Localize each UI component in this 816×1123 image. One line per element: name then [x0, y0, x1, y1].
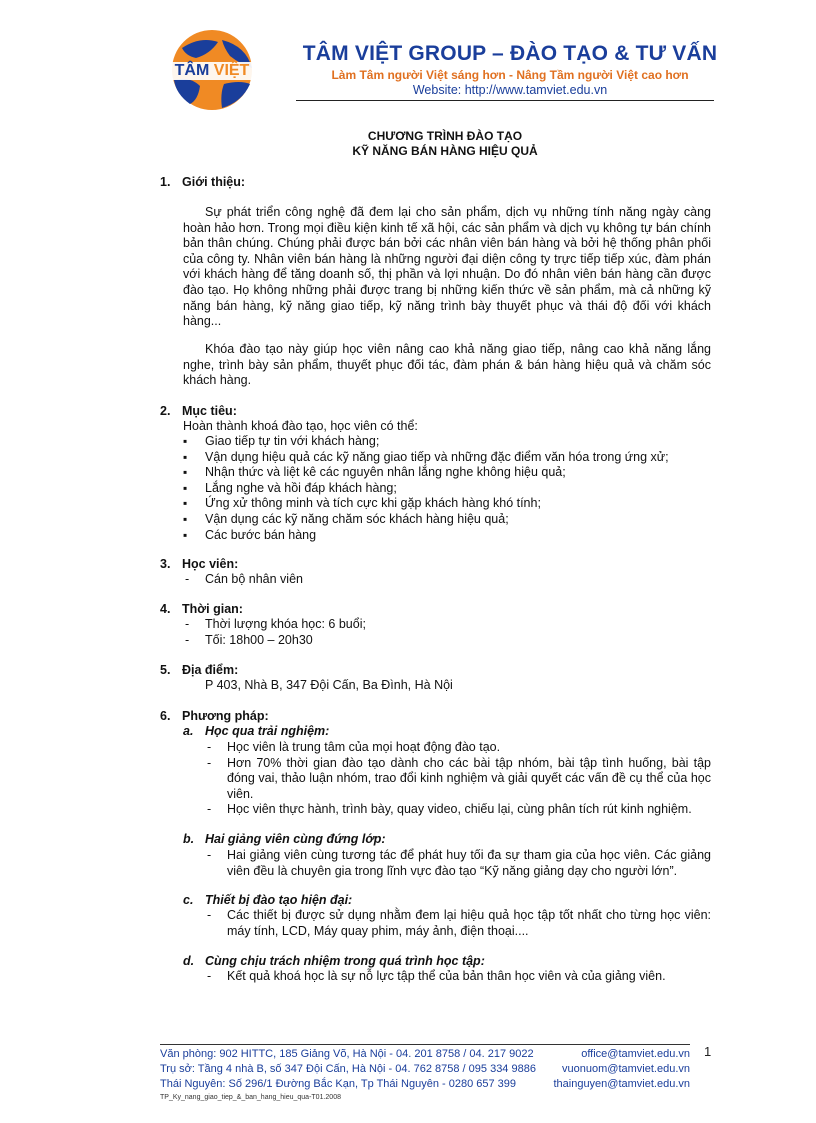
method-a-heading [183, 724, 329, 738]
section-title: Mục tiêu: [182, 404, 237, 418]
method-d-list [205, 969, 711, 985]
section-2-intro: Hoàn thành khoá đào tạo, học viên có thể: [183, 419, 418, 433]
section-title: Phương pháp: [182, 709, 269, 723]
section-title: Thời gian: [182, 602, 243, 616]
section-6-heading [160, 709, 269, 723]
section-title: Học viên: [182, 557, 239, 571]
brand-tagline: Làm Tâm người Việt sáng hơn - Nâng Tầm người Việt cao hơn [331, 68, 689, 82]
list-item: ▪ Các bước bán hàng [183, 528, 711, 544]
list-item: - Thời lượng khóa học: 6 buổi; [183, 617, 711, 633]
method-c-heading [183, 893, 352, 907]
method-title: Học qua trải nghiệm: [205, 724, 330, 738]
footer-email-link[interactable]: office@tamviet.edu.vn [581, 1048, 690, 1060]
section-1-paragraph-2 [183, 342, 711, 389]
method-letter: d. [183, 954, 195, 968]
list-item: ▪ Nhận thức và liệt kê các nguyên nhân lắng nghe không hiệu quả; [183, 465, 711, 481]
list-item: ▪ Ứng xử thông minh và tích cực khi gặp khách hàng khó tính; [183, 496, 711, 512]
list-item: ▪ Vận dụng hiệu quả các kỹ năng giao tiếp và những đặc điểm văn hóa trong ứng xử; [183, 450, 711, 466]
list-item: - Tối: 18h00 – 20h30 [183, 633, 711, 649]
method-d-heading [183, 954, 485, 968]
method-letter: b. [183, 832, 195, 846]
company-logo [160, 28, 264, 112]
method-title: Hai giảng viên cùng đứng lớp: [205, 832, 386, 846]
section-number: 6. [160, 709, 171, 723]
section-number: 1. [160, 175, 171, 189]
footer-email-link[interactable]: thainguyen@tamviet.edu.vn [553, 1078, 690, 1090]
doc-title-line1: CHƯƠNG TRÌNH ĐÀO TẠO [367, 129, 523, 143]
list-item: ▪ Lắng nghe và hồi đáp khách hàng; [183, 481, 711, 497]
list-item: - Học viên thực hành, trình bày, quay video, chiếu lại, cùng phân tích rút kinh nghiệm. [205, 802, 711, 818]
list-item: - Kết quả khoá học là sự nỗ lực tập thể của bản thân học viên và của giảng viên. [205, 969, 711, 985]
footer-office-line [160, 1048, 690, 1060]
section-2-heading [160, 404, 237, 418]
method-b-list [205, 848, 711, 879]
section-4-heading [160, 602, 243, 616]
participants-list [183, 572, 711, 588]
footer-address: Trụ sở: Tầng 4 nhà B, số 347 Đội Cấn, Hà Nội - 04. 762 8758 / 095 334 9886 [160, 1063, 536, 1075]
list-item: - Hai giảng viên cùng tương tác để phát huy tối đa sự tham gia của học viên. Các giảng viên đều là chuyên gia trong lĩnh vực đào tạo “Kỹ năng giảng dạy cho người lớn”. [205, 848, 711, 879]
list-item: ▪ Vận dụng các kỹ năng chăm sóc khách hàng hiệu quả; [183, 512, 711, 528]
method-c-list [205, 908, 711, 939]
section-number: 2. [160, 404, 171, 418]
footer-address: Thái Nguyên: Số 296/1 Đường Bắc Kạn, Tp Thái Nguyên - 0280 657 399 [160, 1078, 517, 1090]
venue-address: P 403, Nhà B, 347 Đội Cấn, Ba Đình, Hà Nội [205, 678, 453, 692]
list-item: ▪ Giao tiếp tự tin với khách hàng; [183, 434, 711, 450]
section-3-heading [160, 557, 238, 571]
footer-branch-line [160, 1078, 690, 1090]
schedule-list [183, 617, 711, 648]
list-item: - Cán bộ nhân viên [183, 572, 711, 588]
brand-title: TÂM VIỆT GROUP – ĐÀO TẠO & TƯ VẤN [302, 42, 718, 65]
footer-hq-line [160, 1063, 690, 1075]
list-item: - Các thiết bị được sử dụng nhằm đem lại hiệu quả học tập tốt nhất cho từng học viên: máy tính, LCD, Máy quay phim, máy ảnh, điện thoại.... [205, 908, 711, 939]
page-number: 1 [704, 1044, 712, 1059]
section-title: Địa điểm: [182, 663, 239, 677]
list-item: - Học viên là trung tâm của mọi hoạt động đào tạo. [205, 740, 711, 756]
footer-email-link[interactable]: vuonuom@tamviet.edu.vn [562, 1063, 690, 1075]
method-title: Cùng chịu trách nhiệm trong quá trình học tập: [205, 954, 485, 968]
method-a-list [205, 740, 711, 818]
doc-title-line2: KỸ NĂNG BÁN HÀNG HIỆU QUẢ [352, 144, 538, 158]
section-number: 5. [160, 663, 171, 677]
method-letter: a. [183, 724, 194, 738]
footer-divider [160, 1044, 690, 1045]
brand-website[interactable]: Website: http://www.tamviet.edu.vn [412, 83, 608, 97]
method-b-heading [183, 832, 386, 846]
logo-text: TÂM VIỆT [174, 62, 250, 79]
paragraph-text: Sự phát triển công nghệ đã đem lại cho sản phẩm, dịch vụ những tính năng ngày càng hoàn hảo hơn. Trong mọi điều kiện kinh tế xã hội, các sản phẩm và dịch vụ không tự bán chính bản thân chúng. Chúng phải được bán bởi các nhân viên bán hàng và bởi hệ thống phân phối của công ty. Nhân viên bán hàng là những người đại diện công ty trực tiếp tiếp xúc, đàm phán với khách hàng để tăng doanh số, thị phần và lợi nhuận. Do đó nhân viên bán hàng cần được đào tạo. Họ không những phải được trang bị những kiến thức về sản phẩm, mà cả những kỹ năng bán hàng, kỹ năng giao tiếp, kỹ năng trình bày thuyết phục và thái độ đối với khách hàng... [183, 205, 711, 329]
method-title: Thiết bị đào tạo hiện đại: [205, 893, 353, 907]
section-number: 4. [160, 602, 171, 616]
footer-address: Văn phòng: 902 HITTC, 185 Giảng Võ, Hà Nội - 04. 201 8758 / 04. 217 9022 [160, 1048, 534, 1060]
header-divider [296, 100, 714, 101]
section-number: 3. [160, 557, 171, 571]
list-item: - Hơn 70% thời gian đào tạo dành cho các bài tập nhóm, bài tập tình huống, bài tập đóng vai, thảo luận nhóm, trao đổi kinh nghiệm và giải quyết các vấn đề cụ thể của học viên. [205, 756, 711, 803]
paragraph-text: Khóa đào tạo này giúp học viên nâng cao khả năng giao tiếp, nâng cao khả năng lắng nghe, trình bày sản phẩm, thuyết phục đối tác, đàm phán & bán hàng hiệu quả và chăm sóc khách hàng. [183, 342, 711, 388]
document-code: TP_Ky_nang_giao_tiep_&_ban_hang_hieu_qua-T01.2008 [160, 1094, 341, 1101]
section-1-paragraph-1 [183, 205, 711, 330]
objectives-list [183, 434, 711, 543]
section-1-heading [160, 175, 245, 189]
method-letter: c. [183, 893, 194, 907]
section-title: Giới thiệu: [182, 175, 246, 189]
section-5-heading [160, 663, 238, 677]
